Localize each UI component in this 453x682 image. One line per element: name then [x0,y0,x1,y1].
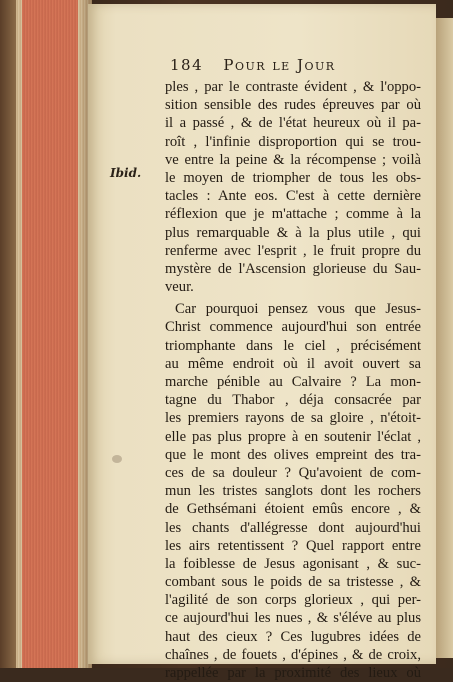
text-line: les chants d'allégresse dont aujourd'hui [165,519,421,536]
text-line: roît , l'infinie disproportion qui se trou- [165,133,421,150]
text-line: ples , par le contraste évident , & l'oppo- [165,79,421,95]
text-line: réflexion que je m'attache ; comme à la [165,206,421,223]
text-line: de Gethsémani étoient emûs encore , & [165,501,421,518]
text-line: triomphante dans le ciel , précisément [165,337,421,354]
text-line: il a passé , & de l'état heureux où il pa- [165,115,421,132]
red-page-edge [22,0,78,668]
text-line: renferme avec l'esprit , le fruit propre du [165,242,421,259]
text-line: Christ commence aujourd'hui son entrée [165,319,421,336]
text-line: mystère de l'Ascension glorieuse du Sau- [165,260,421,277]
text-line: rappellée par la proximité des lieux où [165,665,421,681]
text-line: la foiblesse de Jesus agonisant , & suc- [165,555,421,572]
text-line: mun les tristes sanglots dont les rochers [165,483,421,500]
text-line: veur. [165,279,194,296]
text-line: Car pourquoi pensez vous que Jesus- [175,301,421,318]
text-line: ce aujourd'hui les nues , & s'éléve au plus [165,610,421,627]
text-line: combant sous le poids de sa tristesse , & [165,574,421,591]
text-line: tagne du Thabor , déja consacrée par [165,392,421,409]
text-line: elle pas plus propre à en soutenir l'éclat , [165,428,421,445]
text-line: le moyen de triompher de tous les obs- [165,169,421,186]
margin-note: Ibid. [110,166,142,180]
paper-stain [112,455,122,463]
text-line: au même endroit où il avoit ouvert sa [165,355,421,372]
text-line: l'agilité de son corps glorieux , qui per- [165,592,421,609]
text-line: les airs retentissent ? Quel rapport entre [165,537,421,554]
text-line: plus remarquable & à la plus utile , qui [165,224,421,241]
facing-page-edge [436,18,453,658]
text-line: les premiers rayons de sa gloire , n'étoit- [165,410,421,427]
page-number: 184 [170,56,204,74]
page-header [170,56,410,76]
text-line: ces de sa douleur ? Qu'avoient de com- [165,464,421,481]
text-line: tacles : Ante eos. C'est à cette dernière [165,188,421,205]
text-line: ve entre la peine & la récompense ; voilà [165,151,421,168]
text-line: haut des cieux ? Ces lugubres idées de [165,628,421,645]
text-line: marche pénible au Calvaire ? La mon- [165,374,421,390]
text-line: chaînes , de fouets , d'épines , & de croix, [165,646,421,663]
body-text [165,78,421,682]
text-line: que le mont des olives empreint des tra- [165,446,421,463]
text-line: sition sensible des rudes épreuves par où [165,97,421,114]
running-title: Pour le Jour [223,56,336,74]
